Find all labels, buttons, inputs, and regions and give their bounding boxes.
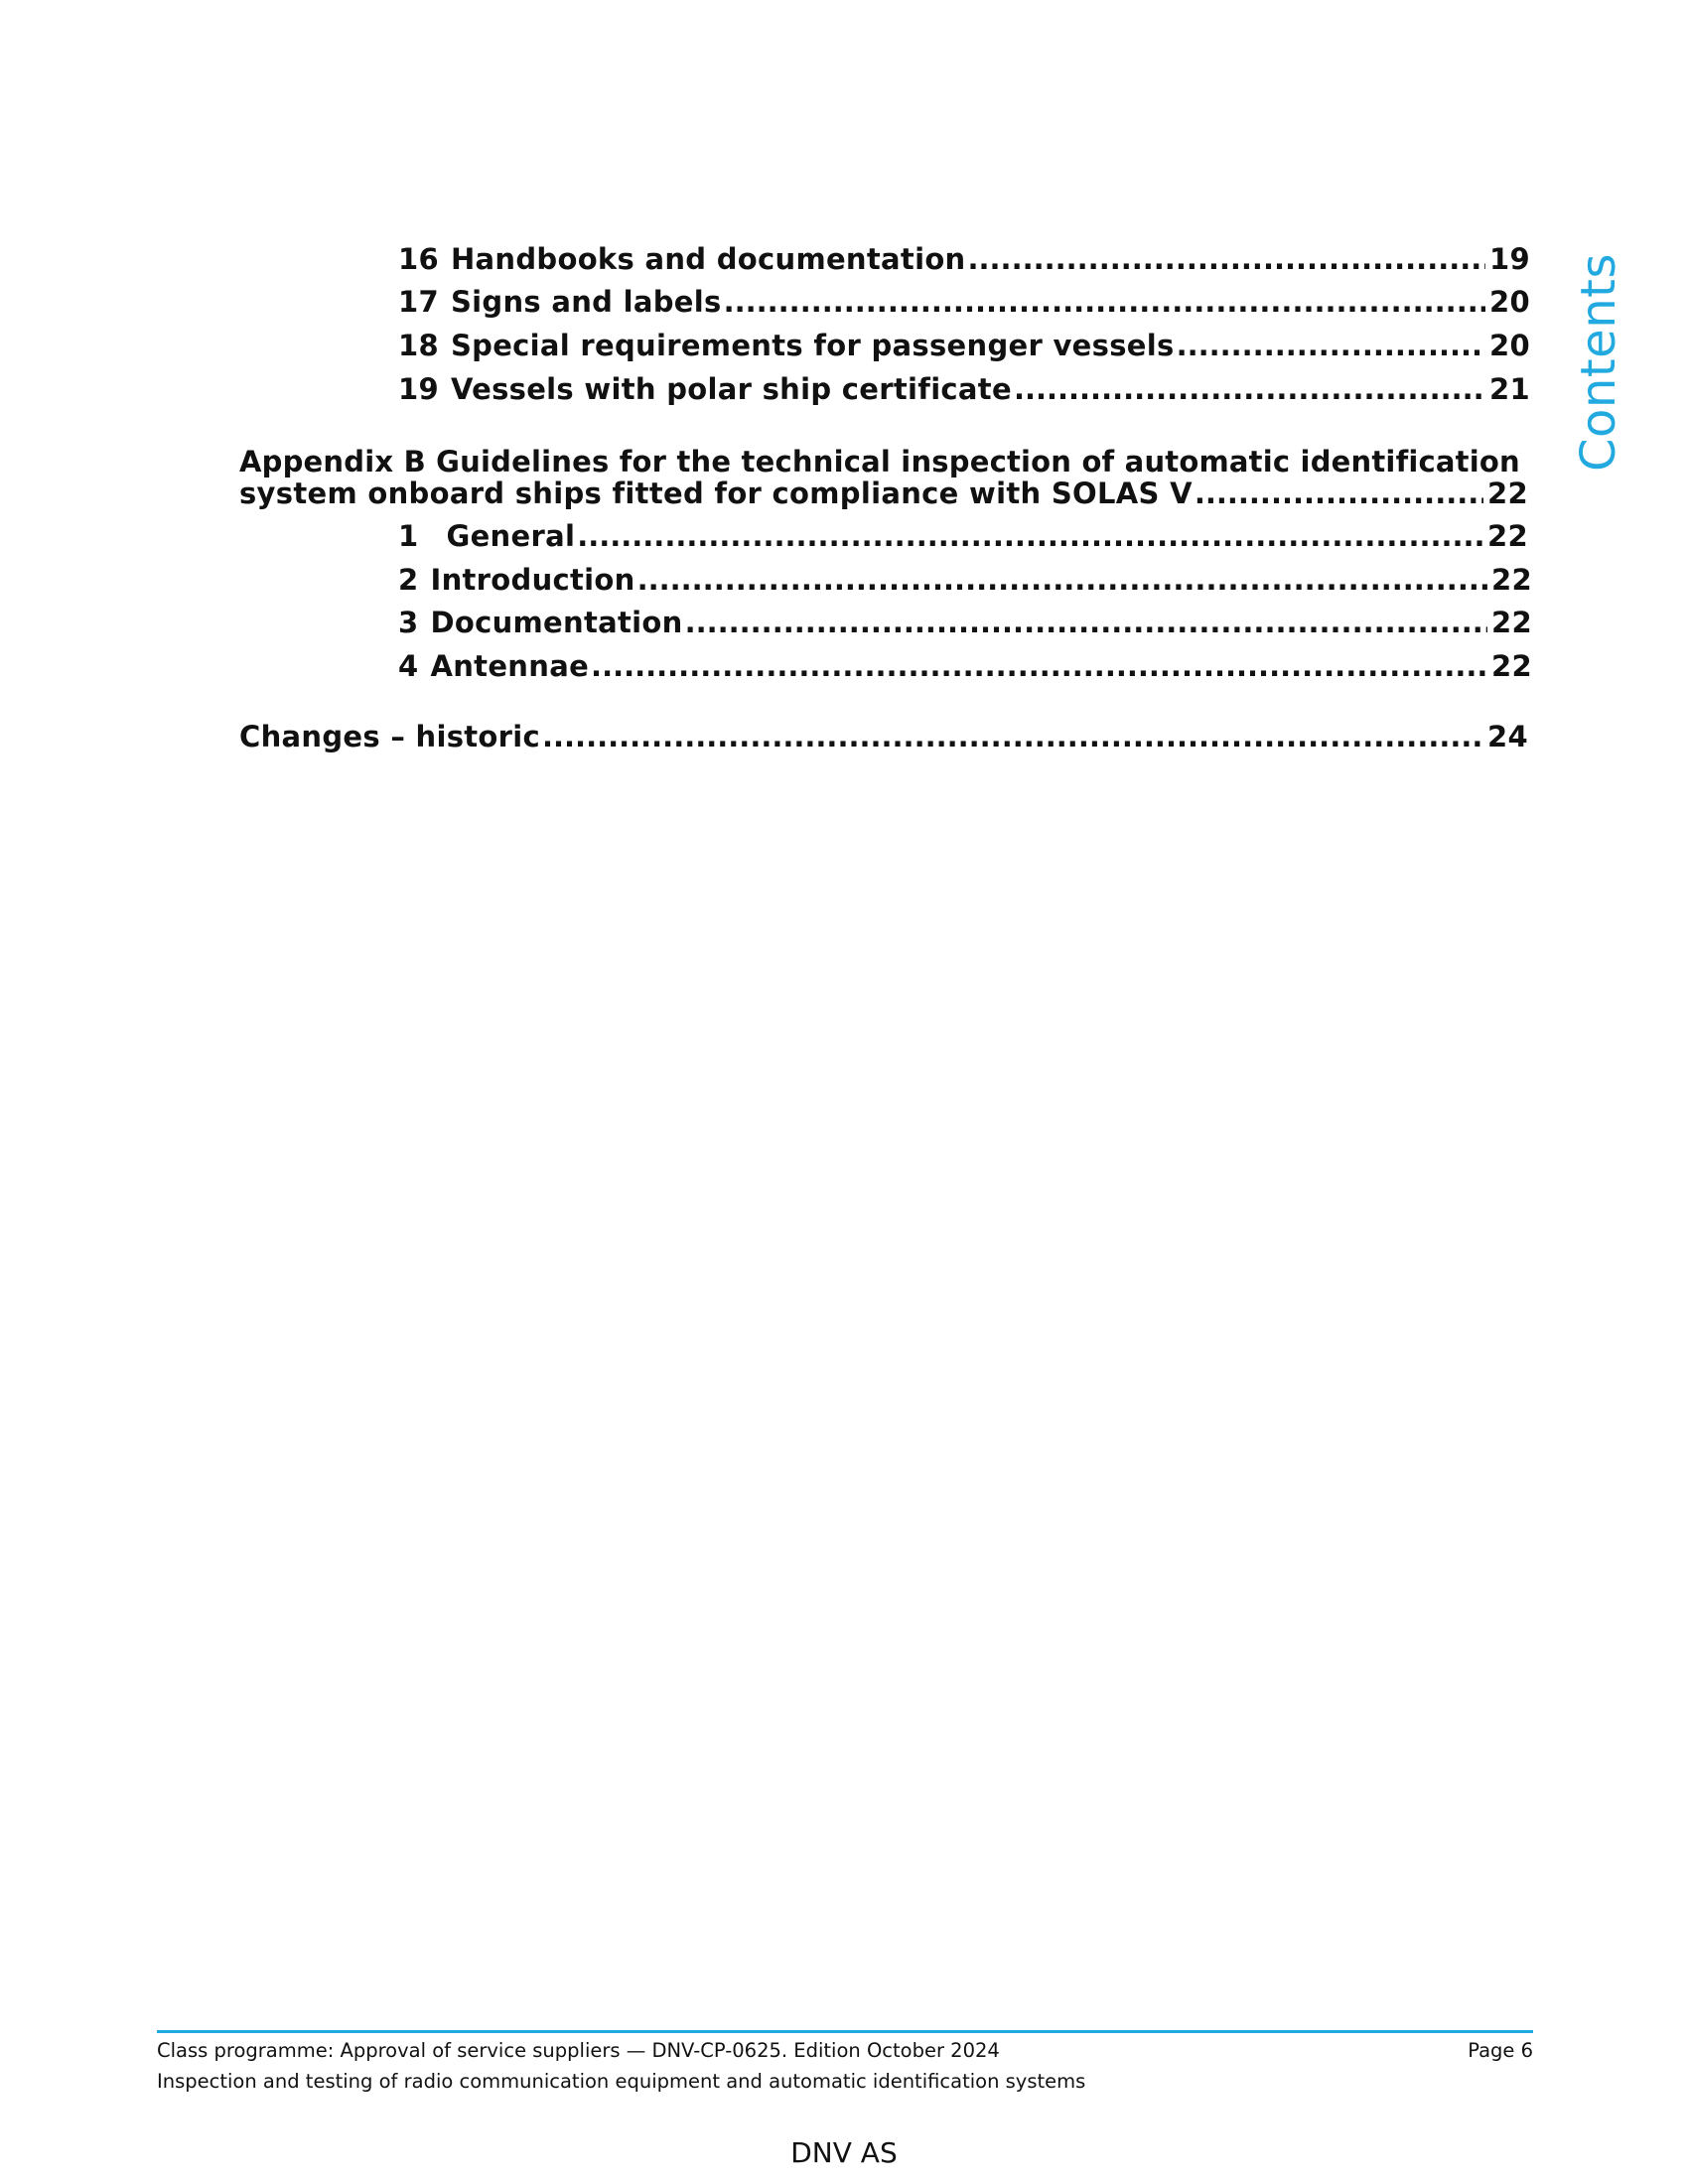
toc-entry-title: Special requirements for passenger vessels (450, 329, 1175, 362)
toc-entry-16[interactable] (398, 242, 1530, 276)
toc-entry-title: Changes – historic (239, 720, 540, 753)
toc-leader-dots (637, 563, 1487, 597)
toc-entry-title: General (446, 519, 576, 553)
toc-leader-dots (1014, 372, 1485, 406)
toc-entry-title: Antennae (430, 649, 590, 683)
toc-entry-page: 22 (1487, 519, 1528, 553)
toc-entry-page: 24 (1487, 720, 1528, 753)
toc-leader-dots (685, 606, 1487, 639)
toc-leader-dots (1177, 329, 1485, 362)
toc-leader-dots (591, 649, 1487, 683)
toc-entry-page: 22 (1487, 477, 1528, 510)
toc-entry-appendix-3[interactable] (398, 606, 1532, 639)
toc-entry-changes-historic[interactable] (239, 720, 1528, 753)
toc-entry-18[interactable] (398, 329, 1530, 362)
toc-entry-number: 17 (398, 285, 439, 319)
toc-entry-17[interactable] (398, 285, 1530, 319)
toc-leader-dots (724, 285, 1485, 319)
toc-entry-page: 19 (1489, 242, 1530, 276)
toc-leader-dots (577, 519, 1483, 553)
toc-entry-number: 2 (398, 563, 419, 597)
toc-entry-page: 22 (1491, 606, 1532, 639)
toc-entry-page: 21 (1489, 372, 1530, 406)
appendix-b-entry[interactable] (239, 477, 1528, 510)
toc-entry-page: 22 (1491, 563, 1532, 597)
footer-divider (157, 2030, 1533, 2033)
contents-side-tab-label: Contents (1571, 253, 1626, 472)
toc-entry-title: Vessels with polar ship certificate (450, 372, 1012, 406)
toc-entry-appendix-1[interactable] (398, 519, 1528, 553)
toc-leader-dots (542, 720, 1483, 753)
toc-entry-page: 22 (1491, 649, 1532, 683)
toc-entry-title: Documentation (430, 606, 683, 639)
toc-entry-number: 1 (398, 519, 419, 553)
toc-entry-appendix-2[interactable] (398, 563, 1532, 597)
toc-entry-title: Signs and labels (450, 285, 722, 319)
footer-document-subtitle: Inspection and testing of radio communication equipment and automatic identification systems (157, 2070, 1086, 2093)
toc-entry-page: 20 (1489, 285, 1530, 319)
toc-leader-dots (968, 242, 1486, 276)
company-name: DNV AS (790, 2136, 898, 2169)
toc-entry-page: 20 (1489, 329, 1530, 362)
toc-entry-number: 4 (398, 649, 419, 683)
contents-side-tab (1559, 253, 1638, 472)
appendix-b-title-line2: system onboard ships fitted for compliance with SOLAS V (239, 477, 1193, 510)
toc-leader-dots (1195, 477, 1483, 510)
toc-entry-title: Introduction (430, 563, 635, 597)
toc-entry-number: 19 (398, 372, 439, 406)
footer-page-number: Page 6 (1468, 2039, 1533, 2062)
toc-entry-number: 3 (398, 606, 419, 639)
toc-entry-appendix-4[interactable] (398, 649, 1532, 683)
appendix-b-title-line1[interactable]: Appendix B Guidelines for the technical inspection of automatic identification (239, 445, 1520, 478)
toc-entry-number: 18 (398, 329, 439, 362)
toc-entry-19[interactable] (398, 372, 1530, 406)
toc-entry-title: Handbooks and documentation (450, 242, 966, 276)
toc-entry-number: 16 (398, 242, 439, 276)
footer-document-title: Class programme: Approval of service suppliers — DNV-CP-0625. Edition October 2024 (157, 2039, 1000, 2062)
